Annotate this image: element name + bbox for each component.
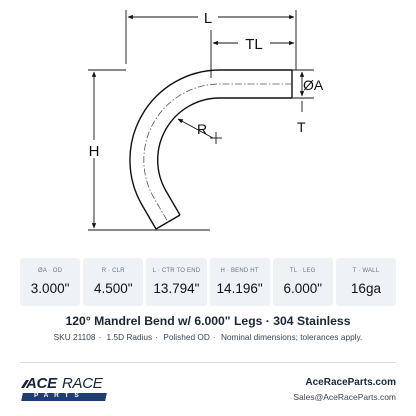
spec-leg bbox=[273, 258, 333, 306]
finish-text: Polished OD bbox=[163, 332, 210, 342]
spec-od-value: 3.000" bbox=[30, 281, 70, 296]
sku-text: SKU 21108 bbox=[53, 332, 96, 342]
tube-centerline bbox=[144, 84, 292, 222]
spec-bend-height-label: H · BEND HT bbox=[220, 268, 259, 274]
spec-wall-value: 16ga bbox=[350, 281, 381, 296]
radius-indicator bbox=[178, 119, 222, 144]
logo-word-parts: PARTS bbox=[34, 392, 85, 399]
divider bbox=[20, 362, 396, 363]
spec-wall bbox=[336, 258, 396, 306]
email-link[interactable]: Sales@AceRaceParts.com bbox=[293, 392, 396, 402]
spec-ctr-to-end bbox=[146, 258, 206, 306]
label-OD: ØA bbox=[303, 77, 324, 93]
product-details: SKU 21108 · 1.5D Radius · Polished OD · Nominal dimensions; tolerances apply. bbox=[53, 332, 363, 342]
dimension-TL bbox=[211, 30, 294, 78]
spec-leg-value: 6.000" bbox=[283, 281, 323, 296]
spec-od bbox=[20, 258, 80, 306]
spec-table bbox=[20, 258, 396, 306]
label-H: H bbox=[88, 143, 100, 160]
logo-word-race: RACE bbox=[62, 375, 103, 392]
tolerance-note: Nominal dimensions; tolerances apply. bbox=[220, 332, 363, 342]
spec-clr bbox=[83, 258, 143, 306]
spec-bend-height bbox=[210, 258, 270, 306]
tube-outline bbox=[130, 70, 292, 229]
spec-clr-label: R · CLR bbox=[101, 268, 125, 274]
spec-leg-label: TL · LEG bbox=[289, 268, 316, 274]
spec-ctr-to-end-label: L · CTR TO END bbox=[152, 268, 201, 274]
label-T: T bbox=[297, 119, 306, 135]
spec-bend-height-value: 14.196" bbox=[216, 281, 263, 296]
spec-clr-value: 4.500" bbox=[93, 281, 133, 296]
radius-text: 1.5D Radius bbox=[106, 332, 153, 342]
product-title: 120° Mandrel Bend w/ 6.000" Legs · 304 Stainless bbox=[65, 314, 351, 328]
website-link[interactable]: AceRaceParts.com bbox=[305, 377, 396, 388]
spec-ctr-to-end-value: 13.794" bbox=[153, 281, 200, 296]
label-TL: TL bbox=[245, 36, 263, 53]
contact-block bbox=[293, 377, 396, 402]
dimension-OD bbox=[272, 70, 324, 135]
dimension-H bbox=[86, 70, 210, 230]
brand-logo bbox=[20, 375, 130, 407]
label-R: R bbox=[197, 121, 208, 137]
logo-word-ace: ACE bbox=[26, 375, 57, 392]
spec-od-label: ØA · OD bbox=[38, 268, 63, 274]
label-L: L bbox=[203, 10, 213, 27]
spec-wall-label: T · WALL bbox=[352, 268, 380, 274]
